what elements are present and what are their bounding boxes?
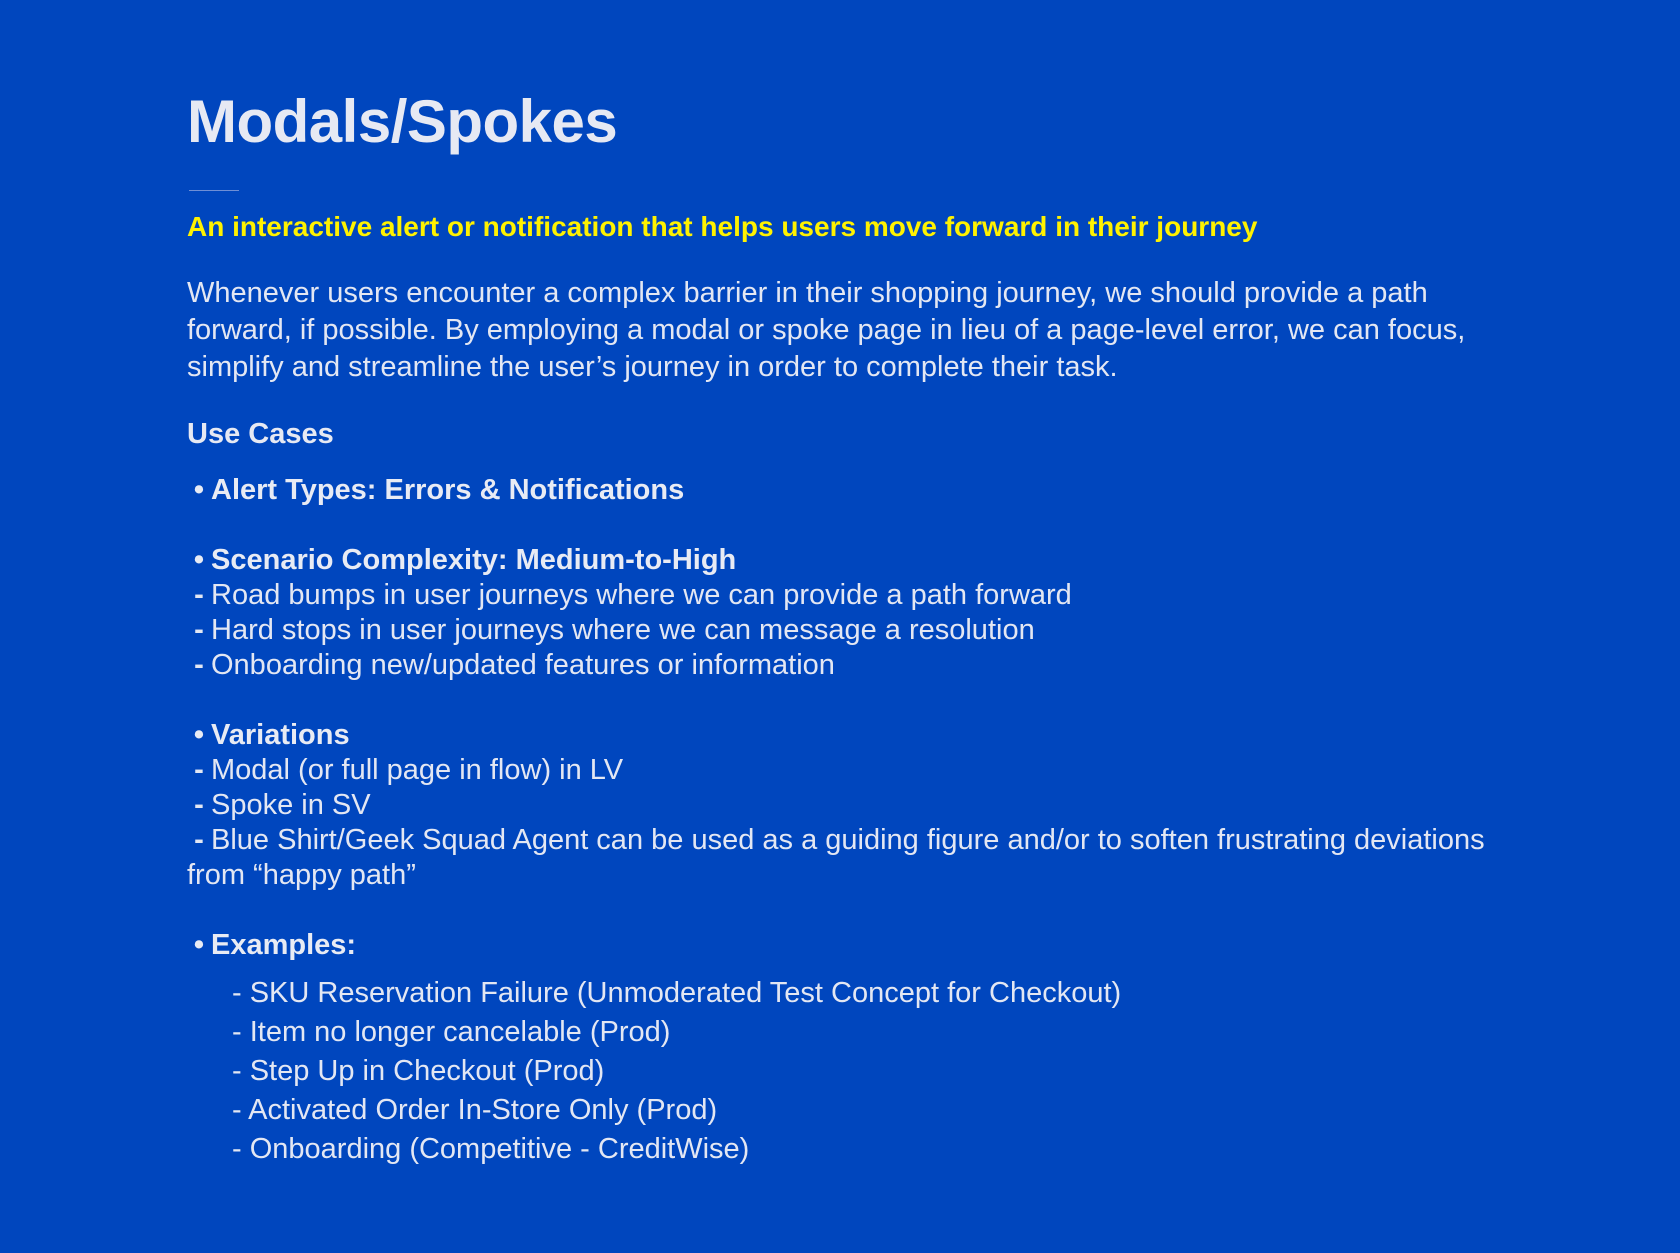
alert-types-bullet — [187, 473, 1517, 508]
dash-marker: - — [194, 579, 204, 611]
variations-item-text: Spoke in SV — [211, 789, 371, 821]
scenario-item — [187, 613, 1517, 648]
example-item: - Step Up in Checkout (Prod) — [232, 1055, 605, 1087]
alert-types-group — [187, 473, 1517, 508]
page-title: Modals/Spokes — [187, 88, 618, 155]
scenario-item — [187, 648, 1517, 683]
variations-group — [187, 718, 1517, 893]
bullet-marker: • — [193, 474, 205, 506]
example-item: - SKU Reservation Failure (Unmoderated Test Concept for Checkout) — [232, 977, 1122, 1009]
alert-types-label: Alert Types: Errors & Notifications — [211, 474, 685, 506]
bullet-marker: • — [193, 544, 205, 576]
bullet-marker: • — [193, 719, 205, 751]
variations-bullet — [187, 718, 1517, 753]
scenario-item — [187, 578, 1517, 613]
example-item: - Onboarding (Competitive - CreditWise) — [232, 1133, 750, 1165]
examples-group — [187, 928, 1517, 963]
dash-marker: - — [194, 649, 204, 681]
variations-item-text: Modal (or full page in flow) in LV — [211, 754, 624, 786]
variations-item — [187, 788, 1517, 823]
scenario-heading: Scenario Complexity: Medium-to-High — [211, 544, 737, 576]
examples-list — [232, 974, 1121, 1169]
variations-heading: Variations — [211, 719, 350, 751]
use-cases-heading: Use Cases — [187, 418, 334, 450]
intro-paragraph: Whenever users encounter a complex barrier in their shopping journey, we should provide a path forward, if possible. By employing a modal or spoke page in lieu of a page-level error, we can focus, simplify and streamline the user’s journey in order to complete their task. — [187, 277, 1466, 383]
variations-item — [187, 753, 1517, 788]
scenario-group — [187, 543, 1517, 683]
scenario-item-text: Hard stops in user journeys where we can message a resolution — [211, 614, 1035, 646]
example-item: - Activated Order In-Store Only (Prod) — [232, 1094, 718, 1126]
title-divider — [189, 190, 239, 191]
variations-item-text: Blue Shirt/Geek Squad Agent can be used as a guiding figure and/or to soften frustrating deviations from “happy path” — [187, 824, 1485, 891]
examples-heading: Examples: — [211, 929, 357, 961]
dash-marker: - — [194, 614, 204, 646]
scenario-item-text: Onboarding new/updated features or information — [211, 649, 835, 681]
bullet-marker: • — [193, 929, 205, 961]
dash-marker: - — [194, 824, 204, 856]
scenario-item-text: Road bumps in user journeys where we can provide a path forward — [211, 579, 1072, 611]
example-item: - Item no longer cancelable (Prod) — [232, 1016, 671, 1048]
variations-item — [187, 823, 1517, 893]
examples-bullet — [187, 928, 1517, 963]
dash-marker: - — [194, 754, 204, 786]
scenario-bullet — [187, 543, 1517, 578]
tagline: An interactive alert or notification that helps users move forward in their journey — [187, 211, 1258, 242]
dash-marker: - — [194, 789, 204, 821]
